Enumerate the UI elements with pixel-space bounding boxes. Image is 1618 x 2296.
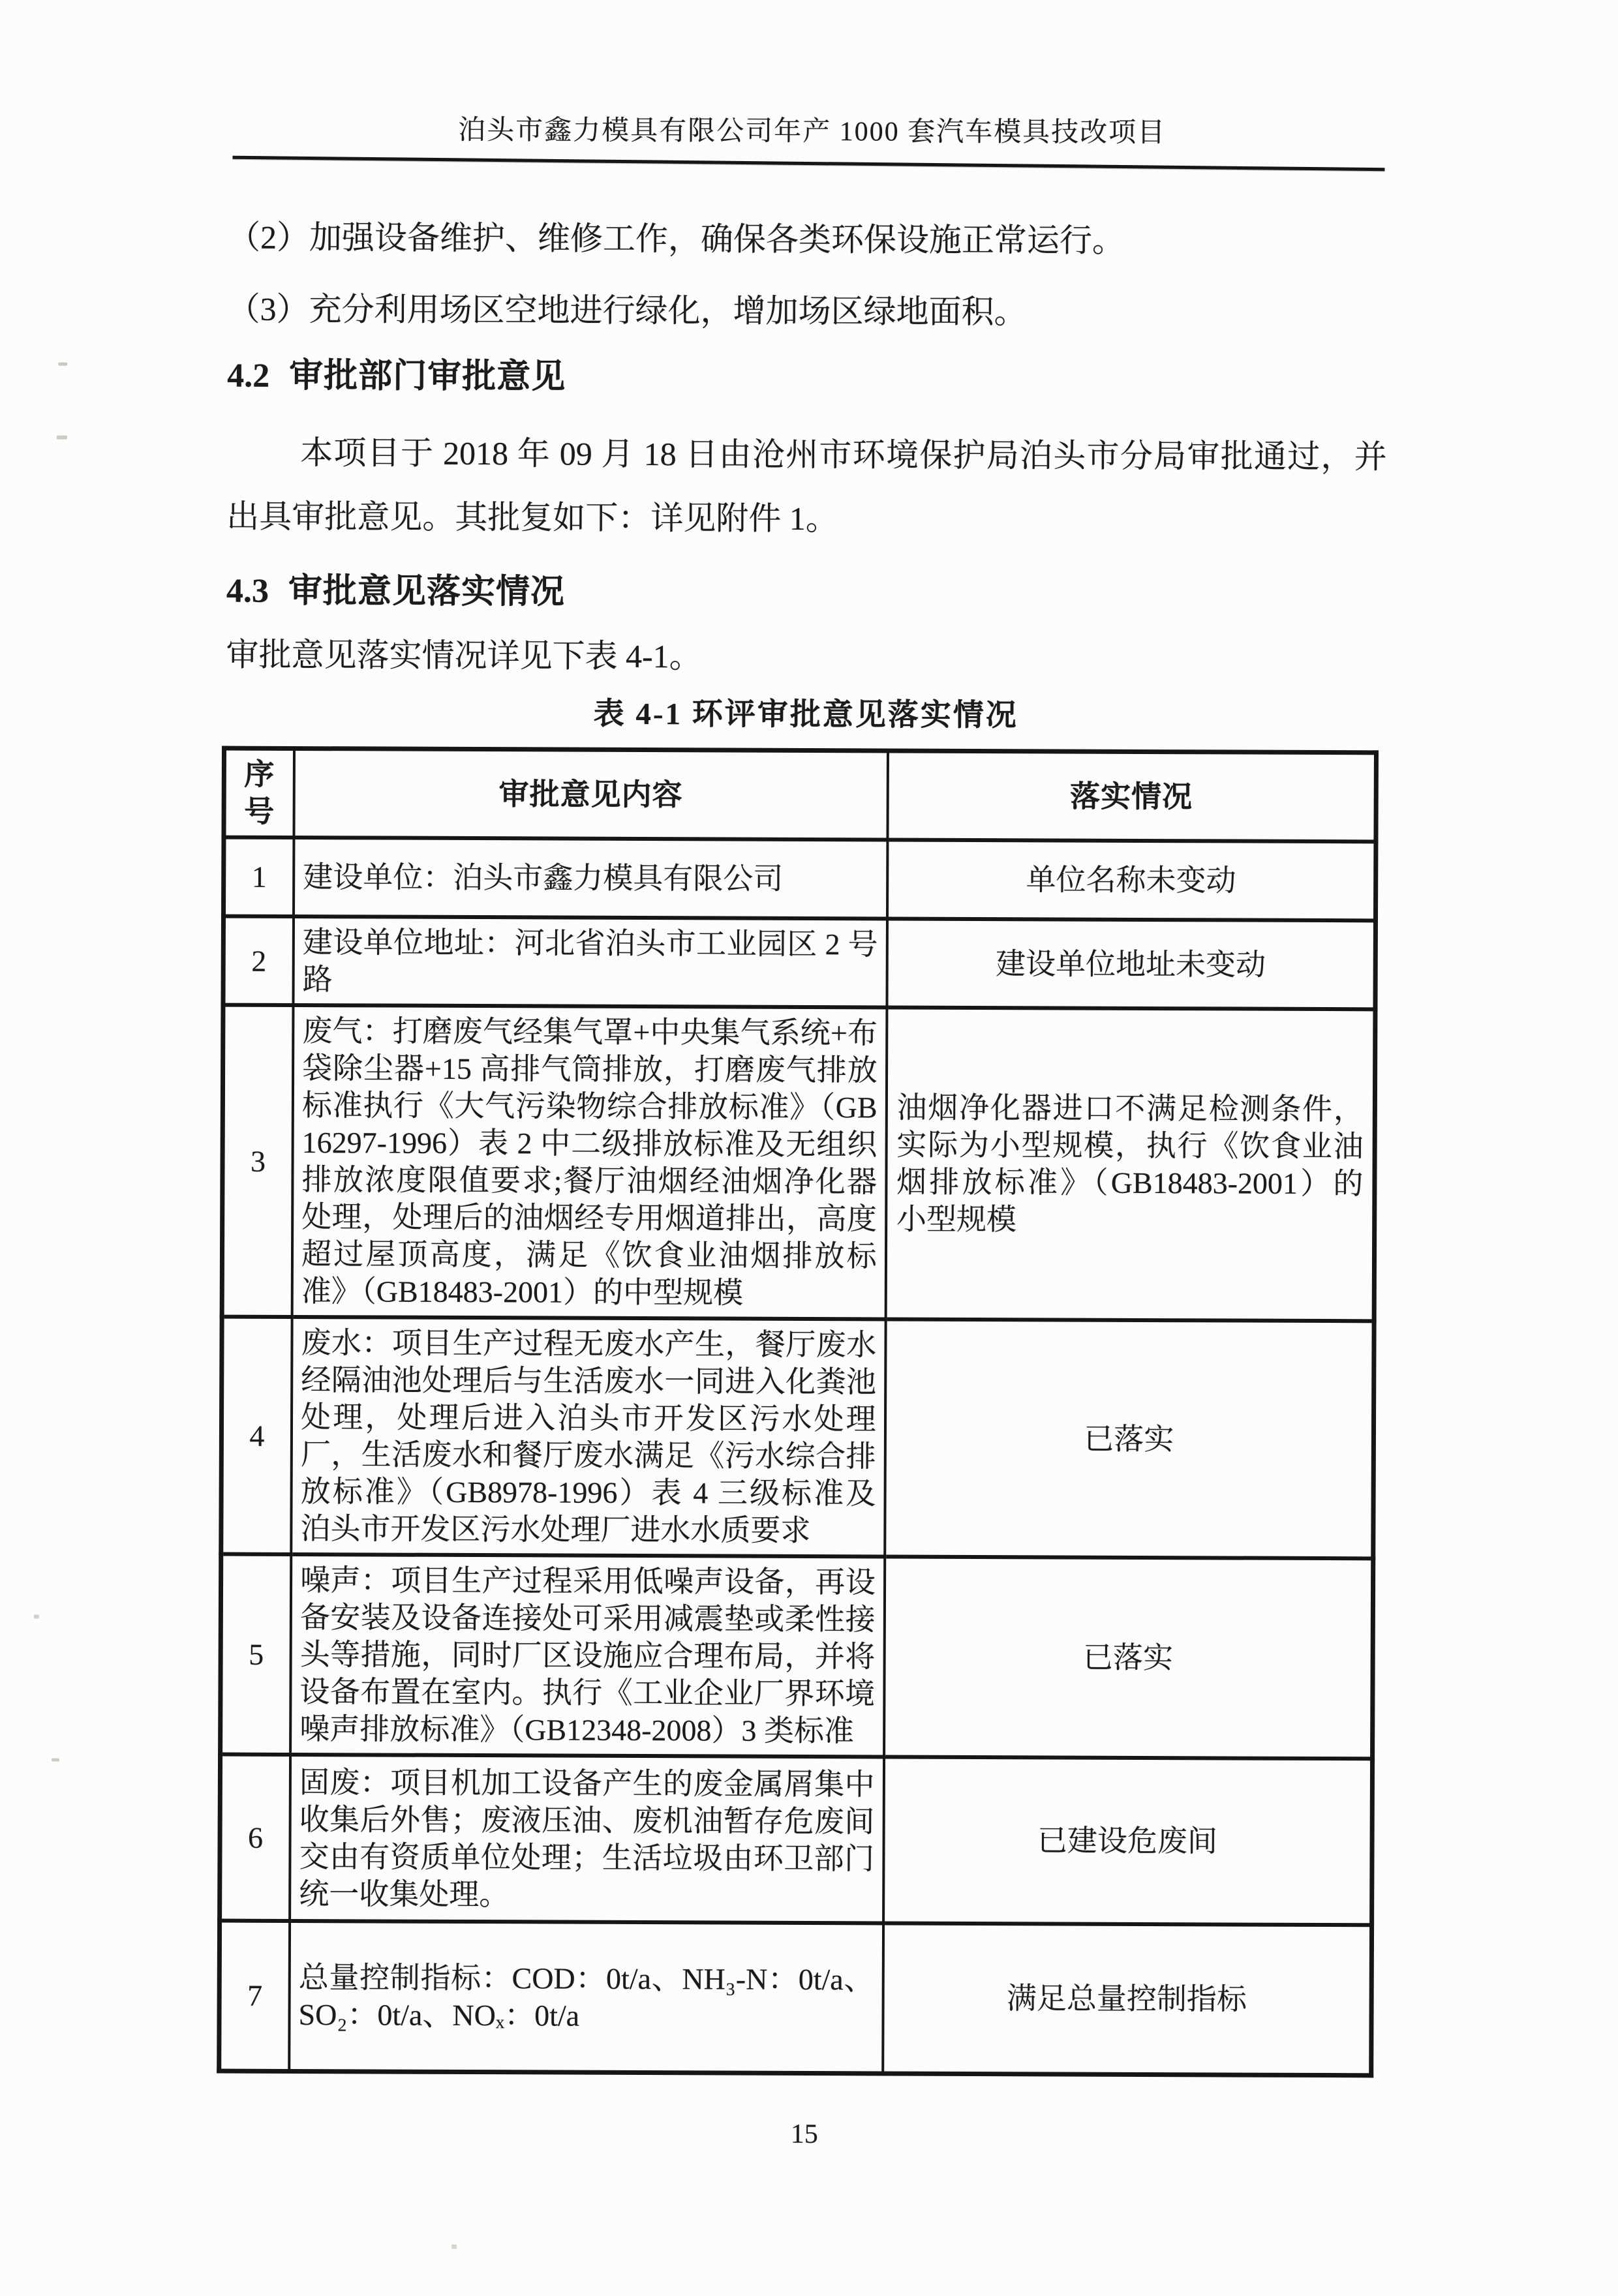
cell-no: 1: [224, 838, 294, 916]
table-row: [224, 838, 1376, 921]
section-title: 审批意见落实情况: [288, 572, 566, 611]
scan-speck: [34, 1614, 39, 1618]
list-item-2: （2）加强设备维护、维修工作，确保各类环保设施正常运行。: [227, 219, 1125, 259]
cell-no: 2: [223, 916, 294, 1005]
header-rule: [232, 156, 1384, 171]
col-header-no: 序号: [224, 748, 294, 838]
section-heading-4-2: [227, 348, 566, 398]
page-header-title: 泊头市鑫力模具有限公司年产 1000 套汽车模具技改项目: [458, 115, 1167, 149]
list-item-3: （3）充分利用场区空地进行绿化，增加场区绿地面积。: [227, 290, 1027, 331]
scan-speck: [451, 2244, 457, 2249]
cell-no: 4: [221, 1317, 292, 1554]
table-row: [221, 1317, 1374, 1559]
cell-content: 固废：项目机加工设备产生的废金属屑集中收集后外售；废液压油、废机油暂存危废间交由有资质单位处理；生活垃圾由环卫部门统一收集处理。: [290, 1755, 884, 1923]
cell-content: 建设单位地址：河北省泊头市工业园区 2 号路: [294, 916, 887, 1007]
table-row: [220, 1755, 1373, 1926]
cell-status: 建设单位地址未变动: [887, 918, 1375, 1009]
scan-speck: [52, 1759, 59, 1762]
cell-content: 废气：打磨废气经集气罩+中央集气系统+布袋除尘器+15 高排气筒排放，打磨废气排放标准执行《大气污染物综合排放标准》（GB 16297-1996）表 2 中二级排放标准及无组织排放浓度限值要求;餐厅油烟经油烟净化器处理，处理后的油烟经专用烟道排出，高度超过屋顶高度，满足《饮食业油烟排放标准》（GB18483-2001）的中型规模: [292, 1005, 887, 1319]
cell-content: 噪声：项目生产过程采用低噪声设备，再设备安装及设备连接处可采用减震垫或柔性接头等措施，同时厂区设施应合理布局，并将设备布置在室内。执行《工业企业厂界环境噪声排放标准》（GB12348-2008）3 类标准: [290, 1554, 885, 1757]
col-header-status: 落实情况: [887, 751, 1376, 841]
cell-content: 总量控制指标：COD：0t/a、NH₃-N：0t/a、SO₂：0t/a、NOₓ：0t/a: [289, 1921, 883, 2073]
cell-status: 油烟净化器进口不满足检测条件，实际为小型规模，执行《饮食业油烟排放标准》（GB18483-2001）的小型规模: [885, 1007, 1375, 1321]
table-row: [223, 916, 1376, 1010]
section-number: 4.3: [226, 572, 269, 610]
table-caption: 表 4-1 环评审批意见落实情况: [593, 697, 1018, 733]
page-number: 15: [790, 2119, 818, 2150]
section-4-2-paragraph: 本项目于 2018 年 09 月 18 日由沧州市环境保护局泊头市分局审批通过，并出具审批意见。其批复如下：详见附件 1。: [226, 434, 1387, 537]
cell-status: 已落实: [885, 1319, 1374, 1558]
col-header-content: 审批意见内容: [294, 748, 888, 839]
table-row: [221, 1554, 1373, 1759]
approval-table: [217, 746, 1379, 2077]
cell-content: 废水：项目生产过程无废水产生，餐厅废水经隔油池处理后与生活废水一同进入化粪池处理，处理后进入泊头市开发区污水处理厂，生活废水和餐厅废水满足《污水综合排放标准》（GB8978-1996）表 4 三级标准及泊头市开发区污水处理厂进水水质要求: [291, 1317, 885, 1556]
cell-no: 7: [219, 1921, 290, 2071]
cell-status: 已落实: [884, 1556, 1373, 1759]
section-number: 4.2: [227, 357, 270, 395]
cell-status: 已建设危废间: [883, 1757, 1373, 1925]
section-4-3-paragraph: 审批意见落实情况详见下表 4-1。: [226, 636, 702, 675]
scan-speck: [58, 363, 67, 366]
cell-no: 5: [221, 1554, 292, 1755]
section-title: 审批部门审批意见: [289, 357, 566, 396]
cell-status: 满足总量控制指标: [883, 1923, 1372, 2075]
cell-no: 3: [222, 1005, 293, 1317]
table-row: [222, 1005, 1375, 1322]
table-header-row: [224, 748, 1377, 841]
cell-no: 6: [220, 1755, 291, 1921]
cell-status: 单位名称未变动: [887, 839, 1376, 920]
table-row: [219, 1921, 1372, 2076]
cell-content: 建设单位：泊头市鑫力模具有限公司: [294, 838, 887, 918]
section-heading-4-3: [226, 563, 565, 613]
scan-speck: [57, 436, 67, 440]
